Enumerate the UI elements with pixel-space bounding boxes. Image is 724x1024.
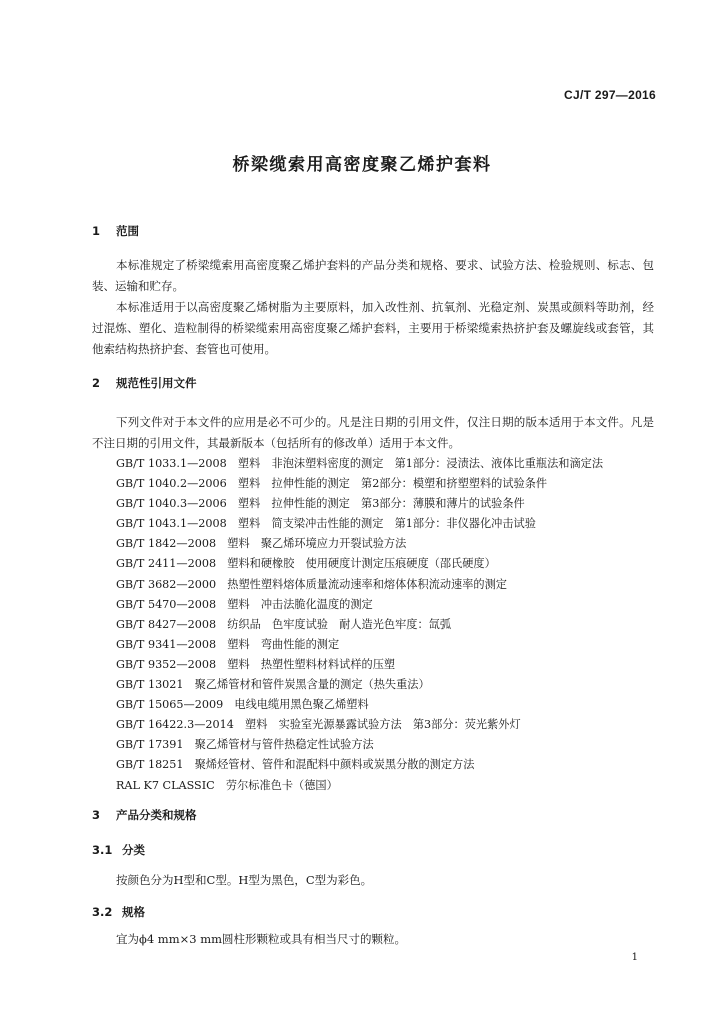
reference-item: GB/T 15065—2009 电线电缆用黑色聚乙烯塑料 — [116, 698, 369, 712]
paragraph: 宜为ϕ4 mm×3 mm圆柱形颗粒或具有相当尺寸的颗粒。 — [116, 932, 407, 946]
section-1-heading — [92, 223, 139, 239]
section-2-heading — [92, 375, 197, 391]
reference-item: GB/T 9341—2008 塑料 弯曲性能的测定 — [116, 637, 340, 651]
section-title: 范围 — [116, 224, 139, 238]
subsection-3-2-heading — [92, 904, 145, 920]
subsection-title: 分类 — [122, 843, 145, 857]
reference-item: GB/T 13021 聚乙烯管材和管件炭黑含量的测定（热失重法） — [116, 678, 430, 692]
reference-item: RAL K7 CLASSIC 劳尔标准色卡（德国） — [116, 778, 338, 792]
reference-item: GB/T 16422.3—2014 塑料 实验室光源暴露试验方法 第3部分：荧光紫外灯 — [116, 718, 521, 732]
section-title: 产品分类和规格 — [116, 808, 197, 822]
reference-item: GB/T 1842—2008 塑料 聚乙烯环境应力开裂试验方法 — [116, 537, 407, 551]
reference-item: GB/T 2411—2008 塑料和硬橡胶 使用硬度计测定压痕硬度（邵氏硬度） — [116, 557, 496, 571]
reference-item: GB/T 1040.2—2006 塑料 拉伸性能的测定 第2部分：模塑和挤塑塑料的试验条件 — [116, 477, 548, 491]
reference-item: GB/T 17391 聚乙烯管材与管件热稳定性试验方法 — [116, 738, 374, 752]
reference-item: GB/T 5470—2008 塑料 冲击法脆化温度的测定 — [116, 597, 373, 611]
paragraph: 本标准规定了桥梁缆索用高密度聚乙烯护套料的产品分类和规格、要求、试验方法、检验规则、标志、包装、运输和贮存。 — [92, 258, 654, 293]
reference-item: GB/T 8427—2008 纺织品 色牢度试验 耐人造光色牢度：氙弧 — [116, 617, 452, 631]
section-number: 3 — [92, 808, 101, 822]
reference-list — [116, 454, 656, 796]
paragraph: 下列文件对于本文件的应用是必不可少的。凡是注日期的引用文件，仅注日期的版本适用于本文件。凡是不注日期的引用文件，其最新版本（包括所有的修改单）适用于本文件。 — [92, 415, 654, 450]
standard-code: CJ/T 297—2016 — [564, 88, 656, 102]
section-3-heading — [92, 807, 197, 823]
subsection-number: 3.1 — [92, 843, 113, 857]
reference-item: GB/T 1043.1—2008 塑料 简支梁冲击性能的测定 第1部分：非仪器化冲击试验 — [116, 517, 536, 531]
subsection-number: 3.2 — [92, 905, 113, 919]
section-number: 1 — [92, 224, 101, 238]
paragraph: 本标准适用于以高密度聚乙烯树脂为主要原料，加入改性剂、抗氧剂、光稳定剂、炭黑或颜料等助剂，经过混炼、塑化、造粒制得的桥梁缆索用高密度聚乙烯护套料，主要用于桥梁缆索热挤护套及螺旋线或套管，其他索结构热挤护套、套管也可使用。 — [92, 300, 654, 356]
reference-item: GB/T 9352—2008 塑料 热塑性塑料材料试样的压塑 — [116, 657, 396, 671]
subsection-title: 规格 — [122, 905, 145, 919]
reference-item: GB/T 3682—2000 热塑性塑料熔体质量流动速率和熔体体积流动速率的测定 — [116, 577, 507, 591]
reference-item: GB/T 18251 聚烯烃管材、管件和混配料中颜料或炭黑分散的测定方法 — [116, 758, 475, 772]
page-number: 1 — [631, 952, 638, 963]
section-title: 规范性引用文件 — [116, 376, 197, 390]
reference-item: GB/T 1040.3—2006 塑料 拉伸性能的测定 第3部分：薄膜和薄片的试验条件 — [116, 497, 525, 511]
section-number: 2 — [92, 376, 101, 390]
reference-item: GB/T 1033.1—2008 塑料 非泡沫塑料密度的测定 第1部分：浸渍法、液体比重瓶法和滴定法 — [116, 457, 604, 470]
subsection-3-1-heading — [92, 842, 145, 858]
document-title: 桥梁缆索用高密度聚乙烯护套料 — [232, 155, 492, 175]
paragraph: 按颜色分为H型和C型。H型为黑色，C型为彩色。 — [116, 873, 373, 887]
